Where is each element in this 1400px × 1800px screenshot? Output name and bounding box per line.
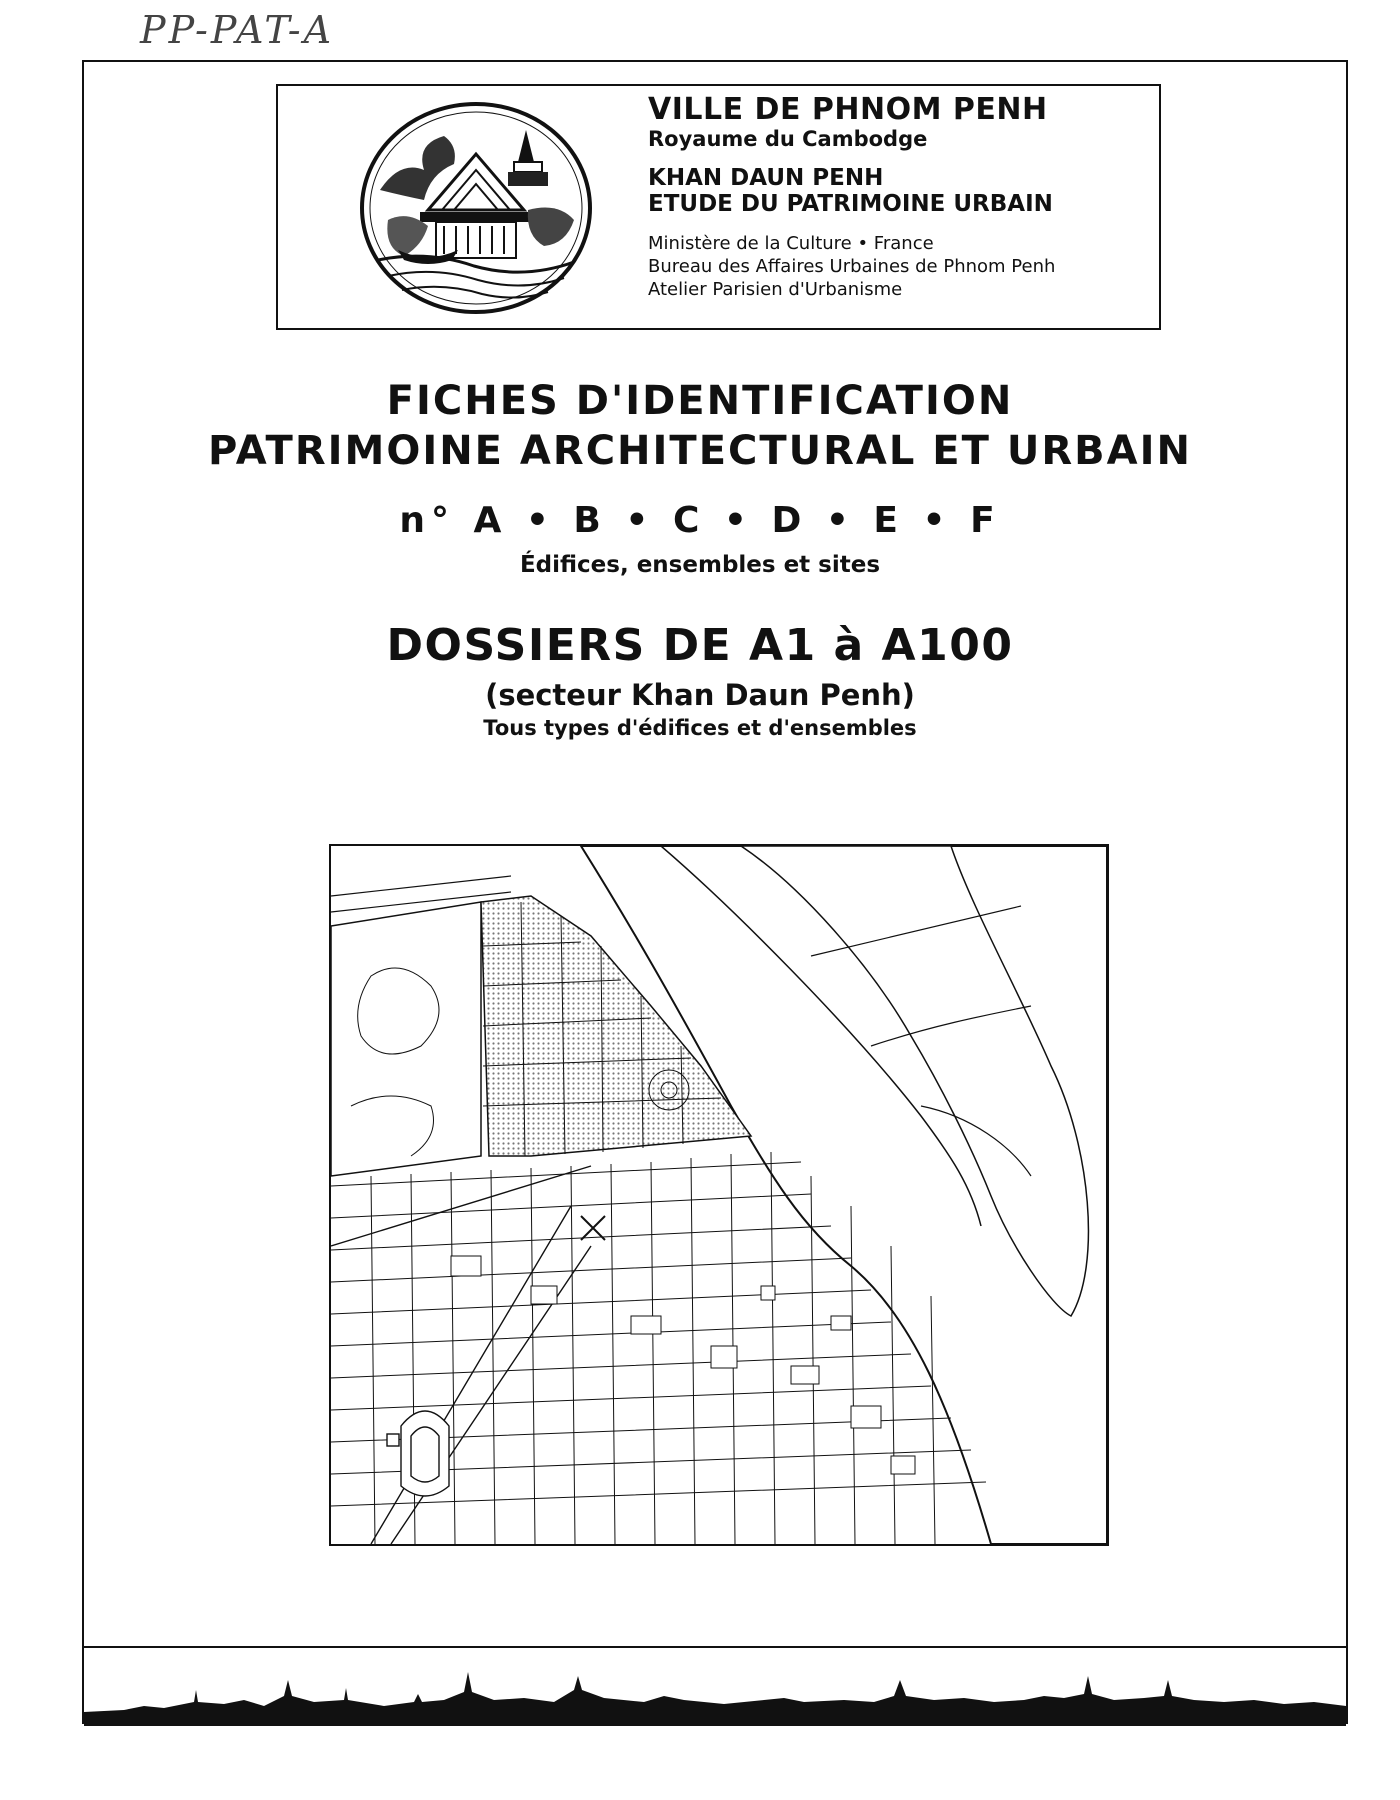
header-box — [276, 84, 1161, 330]
city-name: VILLE DE PHNOM PENH — [648, 92, 1048, 127]
handwritten-reference: PP-PAT-A — [140, 8, 335, 52]
partner-line: Atelier Parisien d'Urbanisme — [648, 279, 903, 300]
kingdom-name: Royaume du Cambodge — [648, 127, 928, 151]
khan-name: KHAN DAUN PENH — [648, 165, 884, 191]
study-title: ETUDE DU PATRIMOINE URBAIN — [648, 191, 1053, 217]
types-caption: Tous types d'édifices et d'ensembles — [483, 716, 917, 740]
city-skyline — [84, 1650, 1346, 1726]
partner-line: Bureau des Affaires Urbaines de Phnom Penh — [648, 256, 1056, 277]
partner-line: Ministère de la Culture • France — [648, 233, 934, 254]
sector-subtitle: (secteur Khan Daun Penh) — [485, 678, 915, 712]
document-title-line2: PATRIMOINE ARCHITECTURAL ET URBAIN — [208, 428, 1192, 474]
map-frame — [329, 844, 1109, 1546]
document-title-line1: FICHES D'IDENTIFICATION — [386, 378, 1014, 424]
header-text — [648, 92, 1055, 302]
city-map — [331, 846, 1107, 1544]
dossiers-title: DOSSIERS DE A1 à A100 — [386, 620, 1014, 671]
series-list: n° A • B • C • D • E • F — [399, 500, 1001, 541]
series-caption: Édifices, ensembles et sites — [519, 552, 881, 578]
footer-rule — [82, 1646, 1348, 1648]
emblem-logo — [358, 100, 594, 316]
